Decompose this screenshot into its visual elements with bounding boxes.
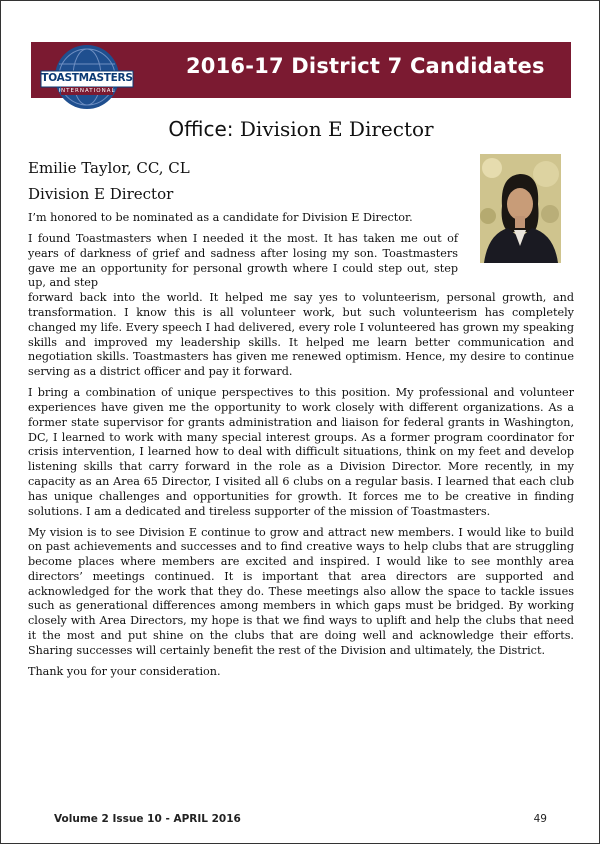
logo-wordmark: TOASTMASTERS [41, 72, 133, 84]
logo-subtext: INTERNATIONAL [58, 88, 116, 94]
statement-intro: I’m honored to be nominated as a candidate for Division E Director. [28, 211, 413, 224]
office-value: Division E Director [239, 117, 434, 141]
office-label: Office: [168, 117, 234, 141]
candidate-name: Emilie Taylor, CC, CL [28, 159, 190, 177]
page-number: 49 [533, 813, 547, 825]
statement-paragraph-2: I bring a combination of unique perspectives to this position. My professional and volunteer experiences have given me the opportunity to work closely with different organizations. As a former state supervisor for grants administration and liaison for federal grants in Washington, DC, I learned to work with many special interest groups. As a former program coordinator for crisis intervention, I learned how to deal with difficult situations, think on my feet and develop listening skills that carry forward in the role as a Division Director. More recently, in my capacity as an Area 65 Director, I visited all 6 clubs on a regular basis. I learned that each club has unique challenges and opportunities for growth. It forces me to be creative in finding solutions. I am a dedicated and tireless supporter of the mission of Toastmasters. [28, 386, 574, 518]
toastmasters-logo [39, 44, 135, 110]
candidate-statement [28, 211, 574, 686]
office-heading [1, 117, 600, 141]
banner-title: 2016-17 District 7 Candidates [186, 54, 545, 78]
candidate-role: Division E Director [28, 185, 174, 203]
issue-info: Volume 2 Issue 10 - APRIL 2016 [54, 813, 241, 825]
statement-closing: Thank you for your consideration. [28, 664, 221, 678]
statement-paragraph-3: My vision is to see Division E continue to grow and attract new members. I would like to build on past achievements and successes and to find creative ways to help clubs that are struggling become places where members are excited and inspired. I would like to see monthly area directors’ meetings continued. It is important that area directors are supported and acknowledged for the work that they do. These meetings also allow the space to tackle issues such as generational differences among members in which gaps must be bridged. By working closely with Area Directors, my hope is that we find ways to uplift and help the clubs that need it the most and put shine on the clubs that are doing well and acknowledge their efforts. Sharing successes will certainly benefit the rest of the Division and ultimately, the District. [28, 525, 574, 657]
statement-paragraph-1a: I found Toastmasters when I needed it the most. It has taken me out of years of darkness of grief and sadness after losing my son. Toastmasters gave me an opportunity for personal growth where I could step out, step up, and step [28, 231, 458, 290]
statement-paragraph-1b: forward back into the world. It helped me say yes to volunteerism, personal growth, and transformation. I know this is all volunteer work, but such volunteerism has completely changed my life. Every speech I had delivered, every role I volunteered has grown my speaking skills and improved my leadership skills. It helped me learn better communication and negotiation skills. Toastmasters has given me renewed optimism. Hence, my desire to continue serving as a district officer and pay it forward. [28, 291, 574, 379]
